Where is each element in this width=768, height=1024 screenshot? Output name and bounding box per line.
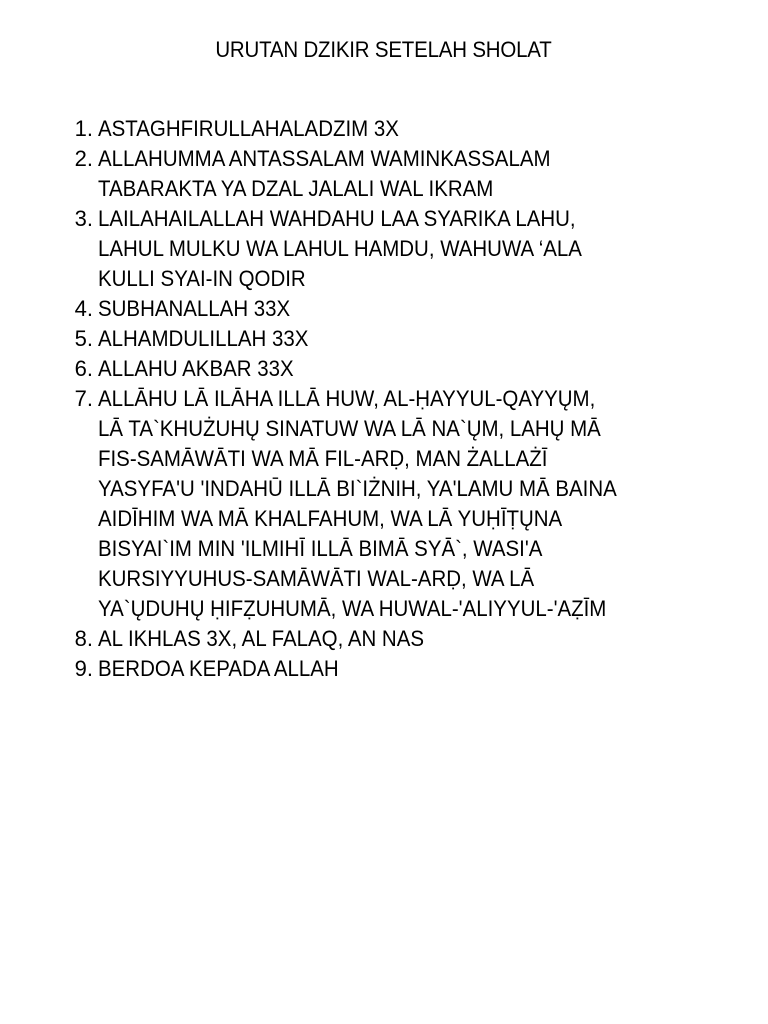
item-number: 2.	[74, 146, 93, 171]
item-line: KULLI SYAI-IN QODIR	[98, 266, 306, 291]
item-line: LAILAHAILALLAH WAHDAHU LAA SYARIKA LAHU,	[98, 206, 576, 231]
item-line: AL IKHLAS 3X, AL FALAQ, AN NAS	[98, 626, 425, 651]
list-item	[0, 144, 768, 204]
item-line: ASTAGHFIRULLAHALADZIM 3X	[98, 116, 399, 141]
item-number: 7.	[74, 386, 93, 411]
item-line: AIDĪHIM WA MĀ KHALFAHUM, WA LĀ YUḤĪṬŲNA	[98, 506, 563, 531]
item-text	[98, 144, 658, 204]
item-line: YASYFA'U 'INDAHŪ ILLĀ BI`IŻNIH, YA'LAMU MĀ BAINA	[98, 476, 617, 501]
item-line: KURSIYYUHUS-SAMĀWĀTI WAL-ARḌ, WA LĀ	[98, 566, 535, 591]
item-line: SUBHANALLAH 33X	[98, 296, 291, 321]
item-number: 5.	[74, 326, 93, 351]
item-line: ALLĀHU LĀ ILĀHA ILLĀ HUW, AL-ḤAYYUL-QAYYŲM,	[98, 386, 596, 411]
item-line: BISYAI`IM MIN 'ILMIHĪ ILLĀ BIMĀ SYĀ`, WASI'A	[98, 536, 543, 561]
item-text	[98, 114, 658, 144]
list-item	[0, 624, 768, 654]
item-line: TABARAKTA YA DZAL JALALI WAL IKRAM	[98, 176, 494, 201]
list-item	[0, 114, 768, 144]
item-text	[98, 204, 658, 294]
item-number: 3.	[74, 206, 93, 231]
item-line: LAHUL MULKU WA LAHUL HAMDU, WAHUWA ‘ALA	[98, 236, 582, 261]
item-text	[98, 384, 658, 624]
item-number: 6.	[74, 356, 93, 381]
item-text	[98, 654, 658, 684]
item-text	[98, 294, 658, 324]
item-number: 1.	[74, 116, 93, 141]
item-line: BERDOA KEPADA ALLAH	[98, 656, 339, 681]
item-text	[98, 624, 658, 654]
item-line: YA`ŲDUHŲ ḤIFẒUHUMĀ, WA HUWAL-'ALIYYUL-'AẒĪM	[98, 596, 607, 621]
dzikir-list	[0, 114, 768, 684]
item-number: 4.	[74, 296, 93, 321]
item-text	[98, 354, 658, 384]
item-number: 8.	[74, 626, 93, 651]
item-line: FIS-SAMĀWĀTI WA MĀ FIL-ARḌ, MAN ŻALLAŻĪ	[98, 446, 548, 471]
item-line: LĀ TA`KHUŻUHŲ SINATUW WA LĀ NA`ŲM, LAHŲ MĀ	[98, 416, 601, 441]
item-line: ALLAHUMMA ANTASSALAM WAMINKASSALAM	[98, 146, 551, 171]
list-item	[0, 654, 768, 684]
list-item	[0, 204, 768, 294]
list-item	[0, 324, 768, 354]
item-line: ALLAHU AKBAR 33X	[98, 356, 294, 381]
item-text	[98, 324, 658, 354]
document-title: URUTAN DZIKIR SETELAH SHOLAT	[215, 37, 552, 62]
list-item	[0, 294, 768, 324]
item-number: 9.	[74, 656, 93, 681]
item-line: ALHAMDULILLAH 33X	[98, 326, 309, 351]
list-item	[0, 354, 768, 384]
list-item	[0, 384, 768, 624]
